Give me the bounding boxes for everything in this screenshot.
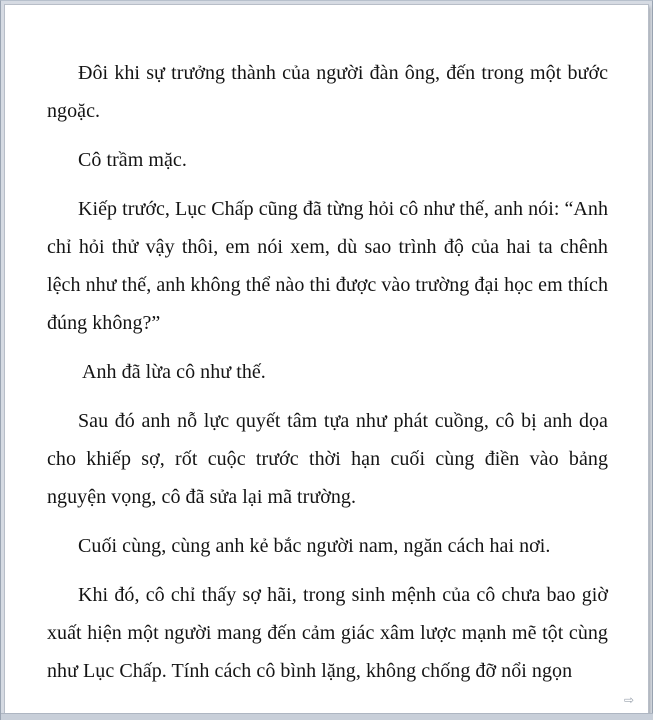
paragraph-2: Cô trầm mặc. (78, 149, 187, 171)
paragraph-4: Anh đã lừa cô như thế. (82, 361, 266, 383)
document-page (5, 5, 648, 715)
viewer-bottom-border (1, 713, 653, 720)
paragraph-1: Đôi khi sự trưởng thành của người đàn ông, đến trong một bước ngoặc. (47, 62, 608, 122)
paragraph-5: Sau đó anh nỗ lực quyết tâm tựa như phát cuồng, cô bị anh dọa cho khiếp sợ, rốt cuộc trước thời hạn cuối cùng điền vào bảng nguyện vọng, cô đã sửa lại mã trường. (47, 410, 608, 508)
paragraph-3: Kiếp trước, Lục Chấp cũng đã từng hỏi cô như thế, anh nói: “Anh chỉ hỏi thử vậy thôi, em nói xem, dù sao trình độ của hai ta chênh lệch như thế, anh không thể nào thi được vào trường đại học em thích đúng không?” (47, 198, 609, 334)
paragraph-6: Cuối cùng, cùng anh kẻ bắc người nam, ngăn cách hai nơi. (78, 535, 551, 557)
paragraph-7: Khi đó, cô chỉ thấy sợ hãi, trong sinh mệnh của cô chưa bao giờ xuất hiện một người mang đến cảm giác xâm lược mạnh mẽ tột cùng như Lục Chấp. Tính cách cô bình lặng, không chống đỡ nổi ngọn (47, 584, 608, 682)
arrow-right-icon[interactable]: ⇨ (623, 693, 635, 707)
